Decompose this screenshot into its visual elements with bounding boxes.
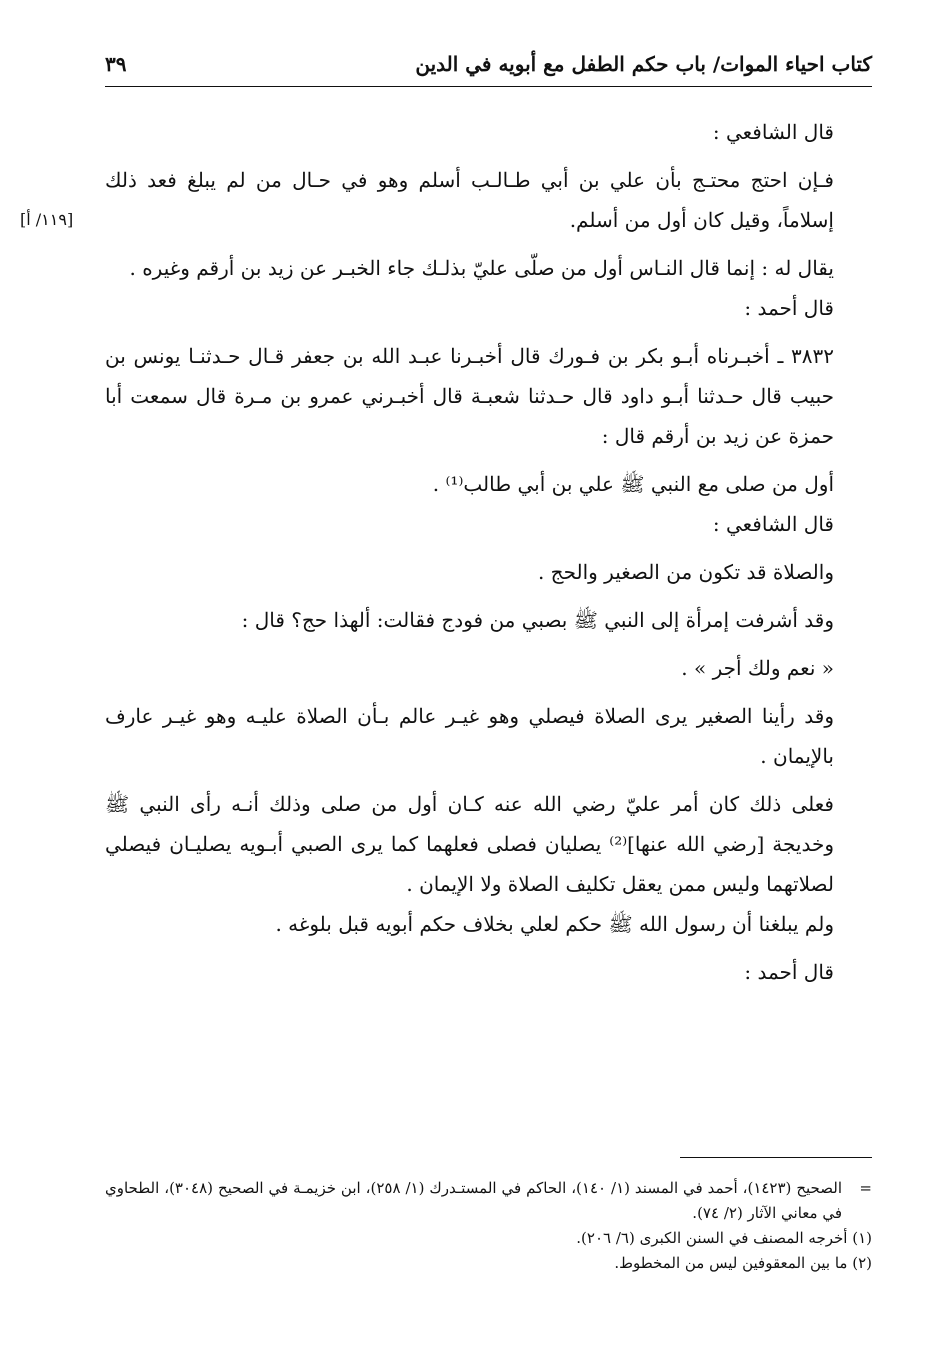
speaker-heading: قال الشافعي : <box>712 512 834 536</box>
footnotes <box>105 1176 872 1276</box>
speaker-heading: قال أحمد : <box>744 960 834 984</box>
header-rule <box>105 86 872 87</box>
footnote-rule <box>680 1157 872 1158</box>
margin-note: [١١٩/ أ] <box>20 210 74 229</box>
footnote-1: (١) أخرجه المصنف في السنن الكبرى (٦/ ٢٠٦). <box>576 1229 872 1247</box>
running-title: كتاب احياء الموات/ باب حكم الطفل مع أبويه في الدين <box>415 52 872 76</box>
paragraph: وقد أشرفت إمرأة إلى النبي ﷺ بصبي من فودج فقالت: ألهذا حج؟ قال : <box>241 608 834 632</box>
paragraph: وقد رأينا الصغير يرى الصلاة فيصلي وهو غيـر عالم بـأن الصلاة عليـه وهو غيـر عارف بالإيمان . <box>105 704 834 768</box>
paragraph: ولم يبلغنا أن رسول الله ﷺ حكم لعلي بخلاف حكم أبويه قبل بلوغه . <box>275 912 834 936</box>
continuation-marker: = <box>859 1179 872 1197</box>
body-text <box>105 112 872 992</box>
footnote-continuation-text: الصحيح (١٤٢٣)، أحمد في المسند (١/ ١٤٠)، الحاكم في المستـدرك (١/ ٢٥٨)، ابن خزيمـة في الصحيح (٣٠٤٨)، الطحاوي في معاني الآثار (٢/ ٧٤). <box>105 1179 842 1222</box>
page-header <box>105 44 872 84</box>
paragraph: والصلاة قد تكون من الصغير والحج . <box>537 560 834 584</box>
footnote-continuation <box>105 1176 872 1226</box>
quoted-reply: « نعم ولك أجر » . <box>681 656 834 680</box>
speaker-heading: قال الشافعي : <box>712 120 834 144</box>
footnote-2: (٢) ما بين المعقوفين ليس من المخطوط. <box>614 1254 872 1272</box>
speaker-heading: قال أحمد : <box>744 296 834 320</box>
paragraph: فعلى ذلك كان أمر عليّ رضي الله عنه كـان أول من صلى وذلك أنـه رأى النبي ﷺ وخديجة [رضي الله عنها]⁽²⁾ يصليان فصلى فعلهما كما يرى الصبي أبـويه يصليـان فيصلي لصلاتهما وليس ممن يعقل تكليف الصلاة ولا الإيمان . <box>105 792 834 896</box>
page-number: ٣٩ <box>105 52 127 76</box>
paragraph: فـإن احتج محتـج بأن علي بن أبي طـالـب أسلم وهو في حـال من لم يبلغ فعد ذلك إسلاماً، وقيل كان أول من أسلم. <box>105 168 834 232</box>
paragraph: يقال له : إنما قال النـاس أول من صلّى عليّ بذلـك جاء الخبـر عن زيد بن أرقم وغيره . <box>129 256 834 280</box>
hadith-paragraph: ٣٨٣٢ ـ أخبـرناه أبـو بكر بن فـورك قال أخبـرنا عبـد الله بن جعفر قـال حـدثنـا يونس بن حبيب قال حـدثنا أبـو داود قال حـدثنا شعبـة قال أخبـرني عمرو بن مـرة قال سمعت أبا حمزة عن زيد بن أرقم قال : <box>105 344 834 448</box>
paragraph: أول من صلى مع النبي ﷺ علي بن أبي طالب⁽¹⁾ . <box>432 472 834 496</box>
